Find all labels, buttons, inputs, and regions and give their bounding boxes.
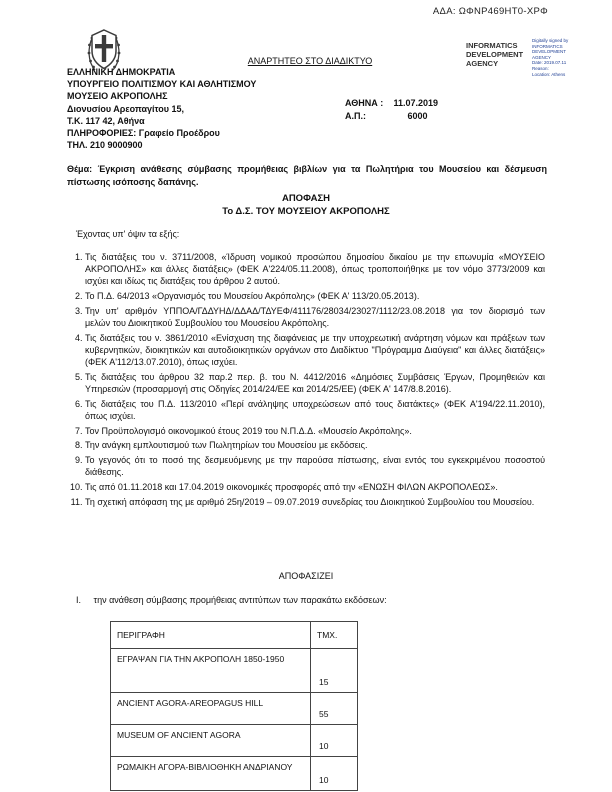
protocol-label: Α.Π.: [345, 111, 366, 121]
consideration-item: 4. Τις διατάξεις του ν. 3861/2010 «Ενίσχυση της διαφάνειας με την υποχρεωτική ανάρτηση νόμων και πράξεων των κυβερνητικών, διοικητικών και αυτοδιοικητικών οργάνων στο Διαδίκτυο "Πρόγραμμα Διαύγεια" και άλλες διατάξεις» (ΦΕΚ Α'112/13.07.2010), όπως ισχύει. [85, 332, 545, 369]
signature-line: Date: 2019.07.11 [532, 60, 567, 66]
web-posting-note: ΑΝΑΡΤΗΤΕΟ ΣΤΟ ΔΙΑΔΙΚΤΥΟ [247, 56, 373, 66]
consideration-item: 8. Την ανάγκη εμπλουτισμού των Πωλητηρίων του Μουσείου με εκδόσεις. [85, 439, 545, 451]
table-row [111, 725, 358, 757]
table-header-row [111, 622, 358, 649]
book-qty-cell: 55 [311, 693, 358, 725]
consideration-item: 11. Τη σχετική απόφαση της με αριθμό 25η/2019 – 09.07.2019 συνεδρίας του Διοικητικού Συμβουλίου του Μουσείου. [85, 496, 545, 508]
preamble-line: Έχοντας υπ' όψιν τα εξής: [76, 229, 180, 239]
digital-signature-details [532, 38, 584, 77]
subject-line: Θέμα: Έγκριση ανάθεσης σύμβασης προμήθειας βιβλίων για τα Πωλητήρια του Μουσείου και δέσμευση πίστωσης ισόποσης δαπάνης. [67, 164, 547, 187]
date-value: 11.07.2019 [393, 98, 439, 108]
letterhead-line-ministry: ΥΠΟΥΡΓΕΙΟ ΠΟΛΙΤΙΣΜΟΥ ΚΑΙ ΑΘΛΗΤΙΣΜΟΥ [67, 79, 257, 90]
consideration-item: 9. Το γεγονός ότι το ποσό της δεσμευόμενης με την παρούσα πίστωσης, είναι εντός του εγκεκριμένου ποσοστού διάθεσης. [85, 454, 545, 478]
letterhead-line-address: Διονυσίου Αρεοπαγίτου 15, [67, 103, 185, 114]
table-row [111, 649, 358, 693]
decision-subtitle: Το Δ.Σ. ΤΟΥ ΜΟΥΣΕΙΟΥ ΑΚΡΟΠΟΛΗΣ [222, 206, 390, 217]
protocol-value: 6000 [407, 111, 428, 121]
table-row [111, 757, 358, 791]
letterhead-line-info: ΠΛΗΡΟΦΟΡΙΕΣ: Γραφείο Προέδρου [67, 128, 220, 139]
consideration-item: 7. Τον Προϋπολογισμό οικονομικού έτους 2019 του Ν.Π.Δ.Δ. «Μουσείο Ακρόπολης». [85, 425, 545, 437]
books-order-table [110, 621, 358, 791]
consideration-item: 1. Τις διατάξεις του ν. 3711/2008, «Ίδρυση νομικού προσώπου δημοσίου δικαίου με την επωνυμία «ΜΟΥΣΕΙΟ ΑΚΡΟΠΟΛΗΣ» και άλλες διατάξεις» (ΦΕΚ Α'224/05.11.2008), όπως τροποποιήθηκε με τον νόμο 3773/2009 και ισχύει και ιδίως τις διατάξεις του άρθρου 2 αυτού. [85, 251, 545, 288]
decides-numeral: Ι. [76, 595, 82, 605]
consideration-item: 6. Τις διατάξεις του Π.Δ. 113/2010 «Περί ανάληψης υποχρεώσεων από τους διατάκτες» (ΦΕΚ Α'194/22.11.2010), όπως ισχύει. [85, 398, 545, 422]
decides-intro [76, 595, 387, 605]
consideration-item: 2. Το Π.Δ. 64/2013 «Οργανισμός του Μουσείου Ακρόπολης» (ΦΕΚ Α' 113/20.05.2013). [85, 290, 545, 302]
consideration-item: 3. Την υπ' αριθμόν ΥΠΠΟΑ/ΓΔΔΥΗΔ/ΔΔΑΔ/ΤΔΥΕΦ/411176/28034/23027/1112/23.08.2018 για τον διορισμό των μελών του Διοικητικού Συμβουλίου του Μουσείου Ακρόπολης. [85, 305, 545, 329]
decides-heading: ΑΠΟΦΑΣΙΖΕΙ [278, 571, 334, 581]
letterhead [67, 66, 256, 151]
date-row [345, 97, 438, 110]
table-row [111, 693, 358, 725]
book-title-cell: ANCIENT AGORA-AREOPAGUS HILL [111, 693, 311, 725]
header-quantity: ΤΜΧ. [311, 622, 358, 649]
book-qty-cell: 10 [311, 757, 358, 791]
ada-code: ΑΔΑ: ΩΦΝΡ469ΗΤ0-ΧΡΦ [432, 6, 548, 17]
letterhead-line-republic: ΕΛΛΗΝΙΚΗ ΔΗΜΟΚΡΑΤΙΑ [67, 67, 176, 77]
letterhead-line-postcode: Τ.Κ. 117 42, Αθήνα [67, 115, 145, 126]
signature-line: Digitally signed by INFORMATICS DEVELOPMENT AGENCY [532, 38, 569, 60]
book-qty-cell: 15 [311, 649, 358, 693]
book-title-cell: ΡΩΜΑΙΚΗ ΑΓΟΡΑ-ΒΙΒΛΙΟΘΗΚΗ ΑΝΔΡΙΑΝΟΥ [111, 757, 311, 791]
signature-line: Location: Athens [532, 71, 566, 77]
date-label: ΑΘΗΝΑ : [345, 98, 384, 108]
date-protocol-block [345, 97, 438, 123]
digital-signature-agency: INFORMATICS DEVELOPMENT AGENCY [466, 41, 524, 68]
consideration-item: 5. Τις διατάξεις του άρθρου 32 παρ.2 περ. β. του Ν. 4412/2016 «Δημόσιες Συμβάσεις Έργων, Προμηθειών και Υπηρεσιών (προσαρμογή στις Οδηγίες 2014/24/ΕΕ και 2014/25/ΕΕ) (ΦΕΚ Α' 147/8.8.2016). [85, 371, 545, 395]
protocol-row [345, 110, 438, 123]
considerations-list [67, 251, 545, 510]
book-title-cell: MUSEUM OF ANCIENT AGORA [111, 725, 311, 757]
header-description: ΠΕΡΙΓΡΑΦΗ [111, 622, 311, 649]
letterhead-line-phone: ΤΗΛ. 210 9000900 [67, 140, 143, 151]
consideration-item: 10. Τις από 01.11.2018 και 17.04.2019 οικονομικές προσφορές από την «ΕΝΩΣΗ ΦΙΛΩΝ ΑΚΡΟΠΟΛΕΩΣ». [85, 481, 545, 493]
book-title-cell: ΕΓΡΑΨΑΝ ΓΙΑ ΤΗΝ ΑΚΡΟΠΟΛΗ 1850-1950 [111, 649, 311, 693]
book-qty-cell: 10 [311, 725, 358, 757]
decision-title: ΑΠΟΦΑΣΗ [281, 193, 331, 204]
signature-line: Reason: [532, 65, 549, 71]
letterhead-line-museum: ΜΟΥΣΕΙΟ ΑΚΡΟΠΟΛΗΣ [67, 91, 168, 102]
decides-text: την ανάθεση σύμβασης προμήθειας αντιτύπων των παρακάτω εκδόσεων: [93, 595, 387, 605]
